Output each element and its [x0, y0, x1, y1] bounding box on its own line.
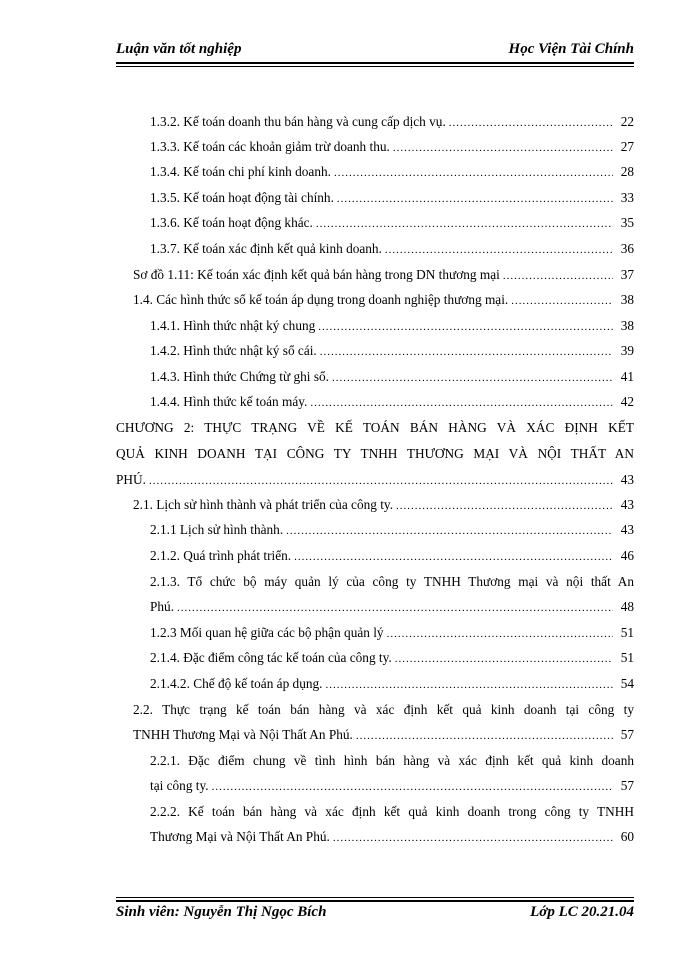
header-institution: Học Viện Tài Chính: [508, 41, 634, 57]
toc-entry-line: 2.1.3. Tổ chức bộ máy quản lý của công ty TNHH Thương mại và nội thất An: [150, 574, 634, 589]
header-rule: [116, 62, 634, 64]
toc-entry-page: 51: [620, 650, 634, 665]
toc-entry-title: 1.4.2. Hình thức nhật ký sổ cái.: [150, 343, 317, 358]
toc-entry-title: Sơ đồ 1.11: Kế toán xác định kết quả bán hàng trong DN thương mại: [133, 267, 500, 282]
toc-entry: [150, 211, 634, 235]
toc-entry-title: tại công ty.: [150, 778, 209, 793]
toc-entry-page: 57: [620, 727, 634, 742]
toc-leader: [332, 366, 613, 390]
toc-entry-title: 1.4.3. Hình thức Chứng từ ghi sổ.: [150, 369, 329, 384]
toc-chapter-line: QUẢ KINH DOANH TẠI CÔNG TY TNHH THƯƠNG MẠI VÀ NỘI THẤT AN: [116, 446, 634, 461]
toc-leader: [149, 469, 613, 493]
toc-leader: [316, 212, 613, 236]
toc-leader: [325, 673, 613, 697]
toc-entry: [150, 646, 634, 670]
toc-entry-page: 51: [620, 625, 634, 640]
toc-leader: [356, 724, 613, 748]
toc-entry: [133, 723, 634, 747]
toc-entry: [150, 135, 634, 159]
toc-entry-page: 38: [620, 318, 634, 333]
toc-entry: [150, 314, 634, 338]
toc-entry: [133, 493, 634, 517]
toc-entry-line: 2.2. Thực trạng kế toán bán hàng và xác định kết quả kinh doanh tại công ty: [133, 702, 634, 717]
toc-entry-line: 2.2.2. Kế toán bán hàng và xác định kết quả kinh doanh trong công ty TNHH: [150, 804, 634, 819]
footer-student: Sinh viên: Nguyễn Thị Ngọc Bích: [116, 904, 327, 920]
toc-entry: [116, 468, 634, 492]
toc-leader: [393, 136, 613, 160]
toc-entry-title: 1.4. Các hình thức sổ kế toán áp dụng trong doanh nghiệp thương mại.: [133, 292, 509, 307]
toc-leader: [449, 111, 613, 135]
toc-entry-line: 2.2.1. Đặc điểm chung về tình hình bán hàng và xác định kết quả kinh doanh: [150, 753, 634, 768]
toc-entry-page: 57: [620, 778, 634, 793]
toc-entry-page: 36: [620, 241, 634, 256]
toc-entry: [150, 518, 634, 542]
toc-entry: [150, 160, 634, 184]
toc-entry-page: 41: [620, 369, 634, 384]
toc-entry-page: 48: [620, 599, 634, 614]
toc-entry-title: 2.1. Lịch sử hình thành và phát triển của công ty.: [133, 497, 394, 512]
toc-entry-title: 1.3.5. Kế toán hoạt động tài chính.: [150, 190, 334, 205]
toc-entry-title: 1.3.7. Kế toán xác định kết quả kinh doanh.: [150, 241, 382, 256]
toc-leader: [333, 826, 613, 850]
toc-leader: [294, 545, 613, 569]
toc-entry-title: 2.1.1 Lịch sử hình thành.: [150, 522, 284, 537]
toc-entry: [150, 595, 634, 619]
toc-entry-title: 2.1.4. Đặc điểm công tác kế toán của công ty.: [150, 650, 392, 665]
toc-entry-page: 35: [620, 215, 634, 230]
toc-entry-page: 43: [620, 497, 634, 512]
toc-entry-title: 1.4.1. Hình thức nhật ký chung: [150, 318, 316, 333]
footer-class: Lớp LC 20.21.04: [530, 904, 634, 920]
toc-entry-title: PHÚ.: [116, 472, 146, 487]
toc-entry-page: 22: [620, 114, 634, 129]
toc-entry-page: 43: [620, 522, 634, 537]
toc-leader: [212, 775, 613, 799]
footer-rule-thin: [116, 897, 634, 898]
toc-entry: [150, 339, 634, 363]
toc-entry: [150, 390, 634, 414]
toc-entry: [133, 288, 634, 312]
toc-entry-page: 60: [620, 829, 634, 844]
toc-leader: [503, 264, 613, 288]
toc-entry: [150, 544, 634, 568]
toc-entry-title: 1.3.2. Kế toán doanh thu bán hàng và cung cấp dịch vụ.: [150, 114, 446, 129]
toc-entry-page: 27: [620, 139, 634, 154]
toc-leader: [387, 622, 613, 646]
toc-entry-page: 37: [620, 267, 634, 282]
toc-entry-title: 2.1.2. Quá trình phát triển.: [150, 548, 292, 563]
toc-chapter-line: CHƯƠNG 2: THỰC TRẠNG VỀ KẾ TOÁN BÁN HÀNG VÀ XÁC ĐỊNH KẾT: [116, 420, 634, 435]
header-thesis-label: Luận văn tốt nghiệp: [116, 41, 242, 57]
toc-entry-title: 1.3.3. Kế toán các khoản giảm trừ doanh thu.: [150, 139, 390, 154]
toc-entry-title: 1.2.3 Mối quan hệ giữa các bộ phận quản lý: [150, 625, 384, 640]
toc-entry-page: 54: [620, 676, 634, 691]
toc-entry: [133, 263, 634, 287]
toc-leader: [310, 391, 613, 415]
toc-leader: [320, 340, 613, 364]
toc-entry-title: 2.1.4.2. Chế độ kế toán áp dụng.: [150, 676, 323, 691]
toc-entry-title: 1.4.4. Hình thức kế toán máy.: [150, 394, 308, 409]
toc-leader: [337, 187, 613, 211]
toc-entry-page: 43: [620, 472, 634, 487]
toc-entry: [150, 237, 634, 261]
toc-entry-title: Phú.: [150, 599, 175, 614]
toc-entry: [150, 365, 634, 389]
toc-leader: [385, 238, 613, 262]
toc-leader: [334, 161, 613, 185]
toc-leader: [395, 647, 613, 671]
toc-leader: [286, 519, 613, 543]
toc-entry-page: 46: [620, 548, 634, 563]
toc-entry-page: 33: [620, 190, 634, 205]
toc-entry: [150, 672, 634, 696]
toc-entry-page: 39: [620, 343, 634, 358]
toc-entry: [150, 621, 634, 645]
toc-entry-title: Thương Mại và Nội Thất An Phú.: [150, 829, 330, 844]
toc-entry-page: 42: [620, 394, 634, 409]
toc-entry: [150, 825, 634, 849]
page-header: [116, 38, 634, 62]
toc-leader: [177, 596, 613, 620]
toc-entry-page: 38: [620, 292, 634, 307]
page-footer: [116, 902, 634, 924]
toc-leader: [318, 315, 613, 339]
toc-entry: [150, 774, 634, 798]
toc-entry: [150, 186, 634, 210]
toc-entry-title: TNHH Thương Mại và Nội Thất An Phú.: [133, 727, 353, 742]
toc-entry: [150, 110, 634, 134]
toc-leader: [511, 289, 613, 313]
toc-entry-page: 28: [620, 164, 634, 179]
toc-leader: [396, 494, 613, 518]
toc-entry-title: 1.3.6. Kế toán hoạt động khác.: [150, 215, 313, 230]
header-rule-thin: [116, 66, 634, 67]
toc-entry-title: 1.3.4. Kế toán chi phí kinh doanh.: [150, 164, 331, 179]
